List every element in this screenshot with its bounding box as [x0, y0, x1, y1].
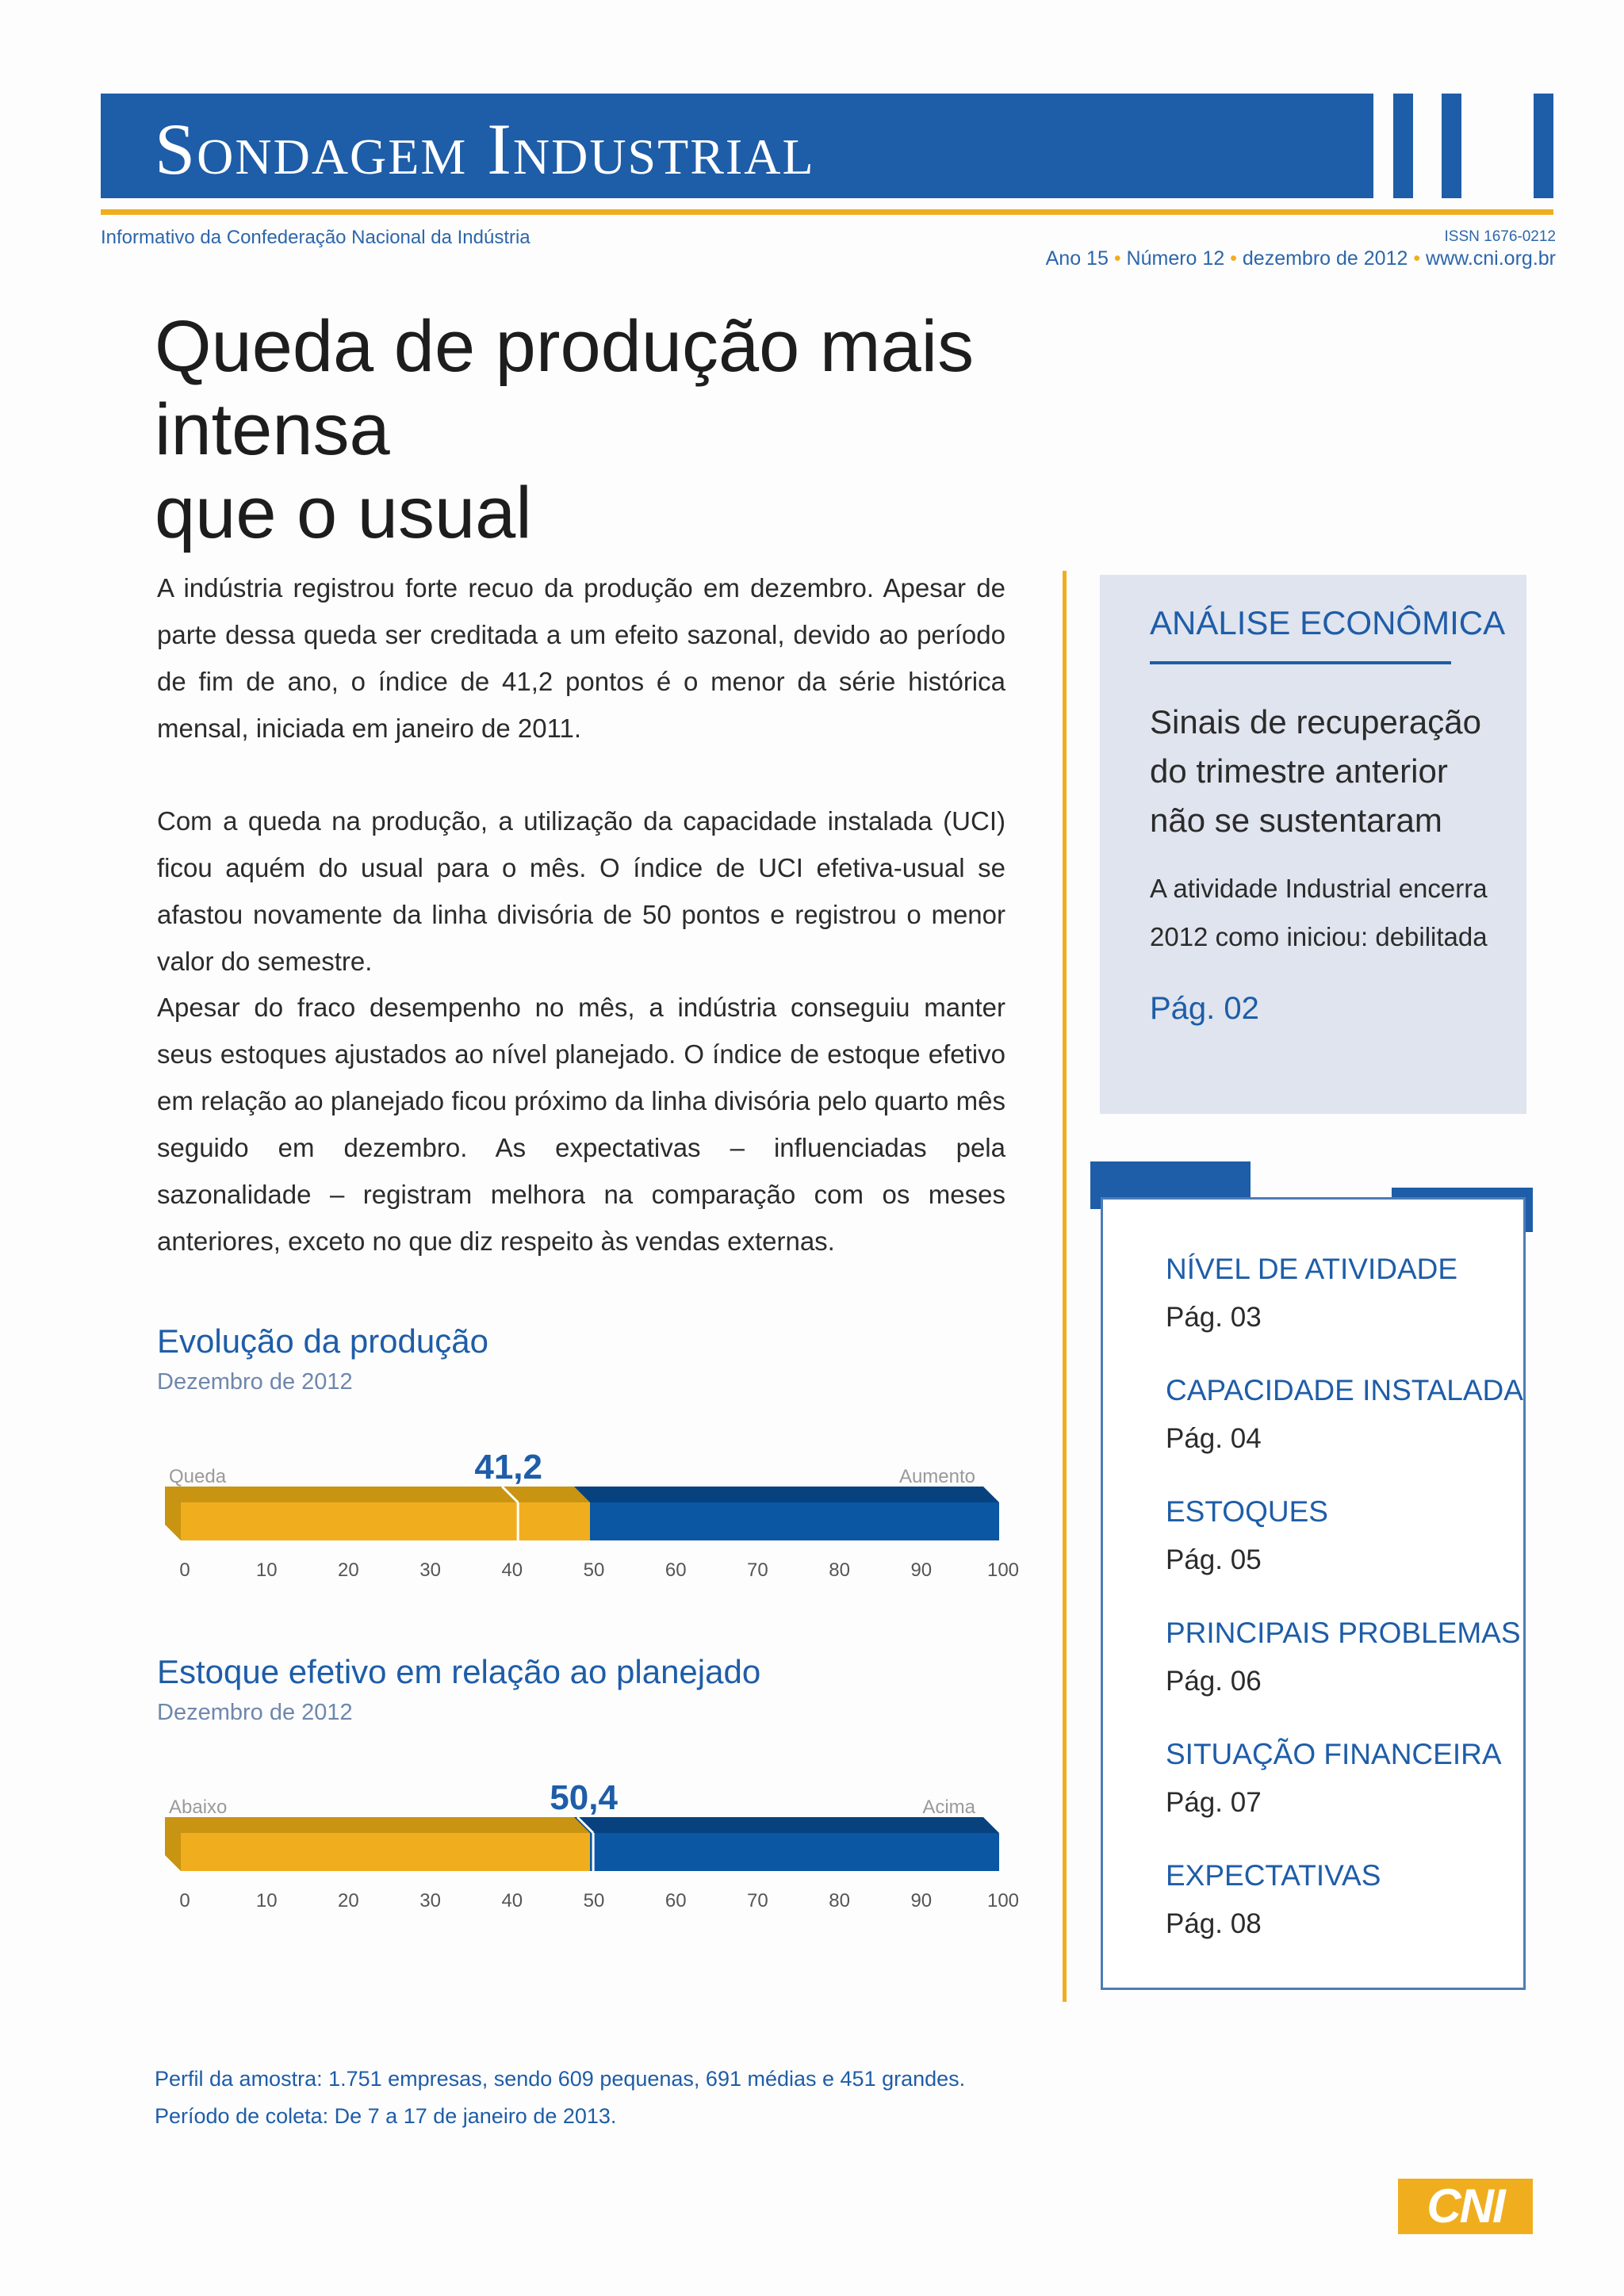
contents-item-title[interactable]: CAPACIDADE INSTALADA: [1166, 1374, 1523, 1406]
value-label: 50,4: [550, 1778, 618, 1817]
analysis-text: A atividade Industrial encerra 2012 como iniciou: debilitada: [1150, 874, 1488, 951]
issue-info: [1046, 247, 1556, 270]
tick-label: 10: [255, 1559, 278, 1581]
tick-label: 100: [986, 1559, 1020, 1581]
tick-label: 10: [255, 1890, 278, 1911]
tick-label: 50: [583, 1890, 605, 1911]
contents-item-page[interactable]: Pág. 03: [1166, 1302, 1262, 1333]
body-paragraph: A indústria registrou forte recuo da produção em dezembro. Apesar de parte dessa queda ser creditada a um efeito sazonal, devido ao período de fim de ano, o índice de 41,2 pontos é o menor da série histórica mensal, iniciada em janeiro de 2011.: [157, 573, 1005, 743]
contents-item-page[interactable]: Pág. 07: [1166, 1787, 1262, 1818]
masthead-bar: [1534, 94, 1553, 198]
headline: [155, 305, 1185, 555]
contents-item-page[interactable]: Pág. 06: [1166, 1666, 1262, 1697]
gauge-left-label: Abaixo: [169, 1797, 228, 1818]
analysis-page-link[interactable]: Pág. 02: [1150, 991, 1259, 1026]
gauge-left-label: Queda: [169, 1466, 227, 1487]
gauge-right-label: Acima: [922, 1797, 975, 1818]
contents-item-page[interactable]: Pág. 04: [1166, 1423, 1262, 1454]
contents-item-page[interactable]: Pág. 08: [1166, 1908, 1262, 1939]
chart-title: Estoque efetivo em relação ao planejado: [157, 1653, 761, 1690]
tick-label: 70: [747, 1890, 768, 1911]
bar-high-segment: [590, 1502, 999, 1540]
chart-title: Evolução da produção: [157, 1322, 488, 1360]
chart-subtitle: Dezembro de 2012: [157, 1700, 353, 1725]
collection-period: Período de coleta: De 7 a 17 de janeiro de 2013.: [155, 2104, 617, 2128]
tick-label: 30: [419, 1890, 441, 1911]
tick-label: 90: [910, 1890, 933, 1911]
tick-label: 80: [829, 1559, 850, 1581]
masthead-bar: [1393, 94, 1413, 198]
headline-line: Queda de produção mais intensa: [155, 306, 975, 470]
masthead-rule: [101, 209, 1553, 215]
bar-top-face: [165, 1487, 590, 1502]
tick-label: 30: [419, 1559, 441, 1581]
issn: ISSN 1676-0212: [1444, 228, 1556, 245]
tick-label: 60: [665, 1559, 687, 1581]
production-gauge-chart: [151, 1439, 1031, 1598]
body-paragraph: Apesar do fraco desempenho no mês, a indústria conseguiu manter seus estoques ajustados ao nível planejado. O índice de estoque efetivo em relação ao planejado ficou próximo da linha divisória pelo quarto mês seguido em dezembro. As expectativas – influenciadas pela sazonalidade – registram melhora na comparação com os meses anteriores, exceto no que diz respeito às vendas externas.: [157, 993, 1005, 1256]
tick-label: 20: [338, 1559, 359, 1581]
cni-logo: [1398, 2179, 1533, 2234]
tick-label: 70: [747, 1559, 768, 1581]
tick-label: 40: [501, 1890, 523, 1911]
tick-label: 80: [829, 1890, 850, 1911]
bar-top-face: [165, 1817, 590, 1833]
analysis-heading: Sinais de recuperação do trimestre anterior não se sustentaram: [1150, 703, 1481, 839]
contents-item-title[interactable]: ESTOQUES: [1166, 1495, 1328, 1528]
publication-title: Sondagem Industrial: [155, 109, 815, 189]
column-divider: [1063, 571, 1067, 2002]
contents-item-title[interactable]: NÍVEL DE ATIVIDADE: [1166, 1253, 1458, 1285]
value-label: 41,2: [474, 1448, 543, 1487]
contents-item-title[interactable]: PRINCIPAIS PROBLEMAS: [1166, 1617, 1521, 1649]
tick-label: 100: [986, 1890, 1020, 1911]
tick-label: 20: [338, 1890, 359, 1911]
bar-low-segment: [181, 1502, 590, 1540]
analysis-rule: [1150, 661, 1451, 664]
inventory-gauge-chart: [151, 1770, 1031, 1928]
tick-label: 40: [501, 1559, 523, 1581]
chart-subtitle: Dezembro de 2012: [157, 1369, 353, 1395]
bar-high-segment: [590, 1833, 999, 1871]
analysis-title: ANÁLISE ECONÔMICA: [1150, 604, 1506, 641]
issue-date: dezembro de 2012: [1242, 247, 1408, 270]
contents-item-title[interactable]: SITUAÇÃO FINANCEIRA: [1166, 1738, 1502, 1770]
contents-item-title[interactable]: EXPECTATIVAS: [1166, 1859, 1381, 1892]
bar-low-segment: [181, 1833, 590, 1871]
separator-dot: •: [1230, 247, 1237, 270]
cni-logo-text: CNI: [1427, 2179, 1504, 2233]
publication-subtitle: Informativo da Confederação Nacional da Indústria: [101, 227, 530, 248]
issue-website[interactable]: www.cni.org.br: [1426, 247, 1556, 270]
tick-label: 90: [910, 1559, 933, 1581]
gauge-right-label: Aumento: [898, 1466, 975, 1487]
masthead-bar: [1442, 94, 1461, 198]
issue-number: Número 12: [1126, 247, 1225, 270]
tick-label: 60: [665, 1890, 687, 1911]
separator-dot: •: [1113, 247, 1121, 270]
sample-profile: Perfil da amostra: 1.751 empresas, sendo 609 pequenas, 691 médias e 451 grandes.: [155, 2067, 966, 2091]
tick-label: 0: [179, 1890, 190, 1911]
contents-item-page[interactable]: Pág. 05: [1166, 1544, 1262, 1575]
tick-label: 0: [179, 1559, 190, 1581]
separator-dot: •: [1413, 247, 1421, 270]
body-paragraph: Com a queda na produção, a utilização da capacidade instalada (UCI) ficou aquém do usual para o mês. O índice de UCI efetiva-usual se afastou novamente da linha divisória de 50 pontos e registrou o menor valor do semestre.: [157, 806, 1005, 976]
tick-label: 50: [583, 1559, 605, 1581]
issue-year: Ano 15: [1045, 247, 1109, 270]
headline-line: que o usual: [155, 473, 532, 553]
